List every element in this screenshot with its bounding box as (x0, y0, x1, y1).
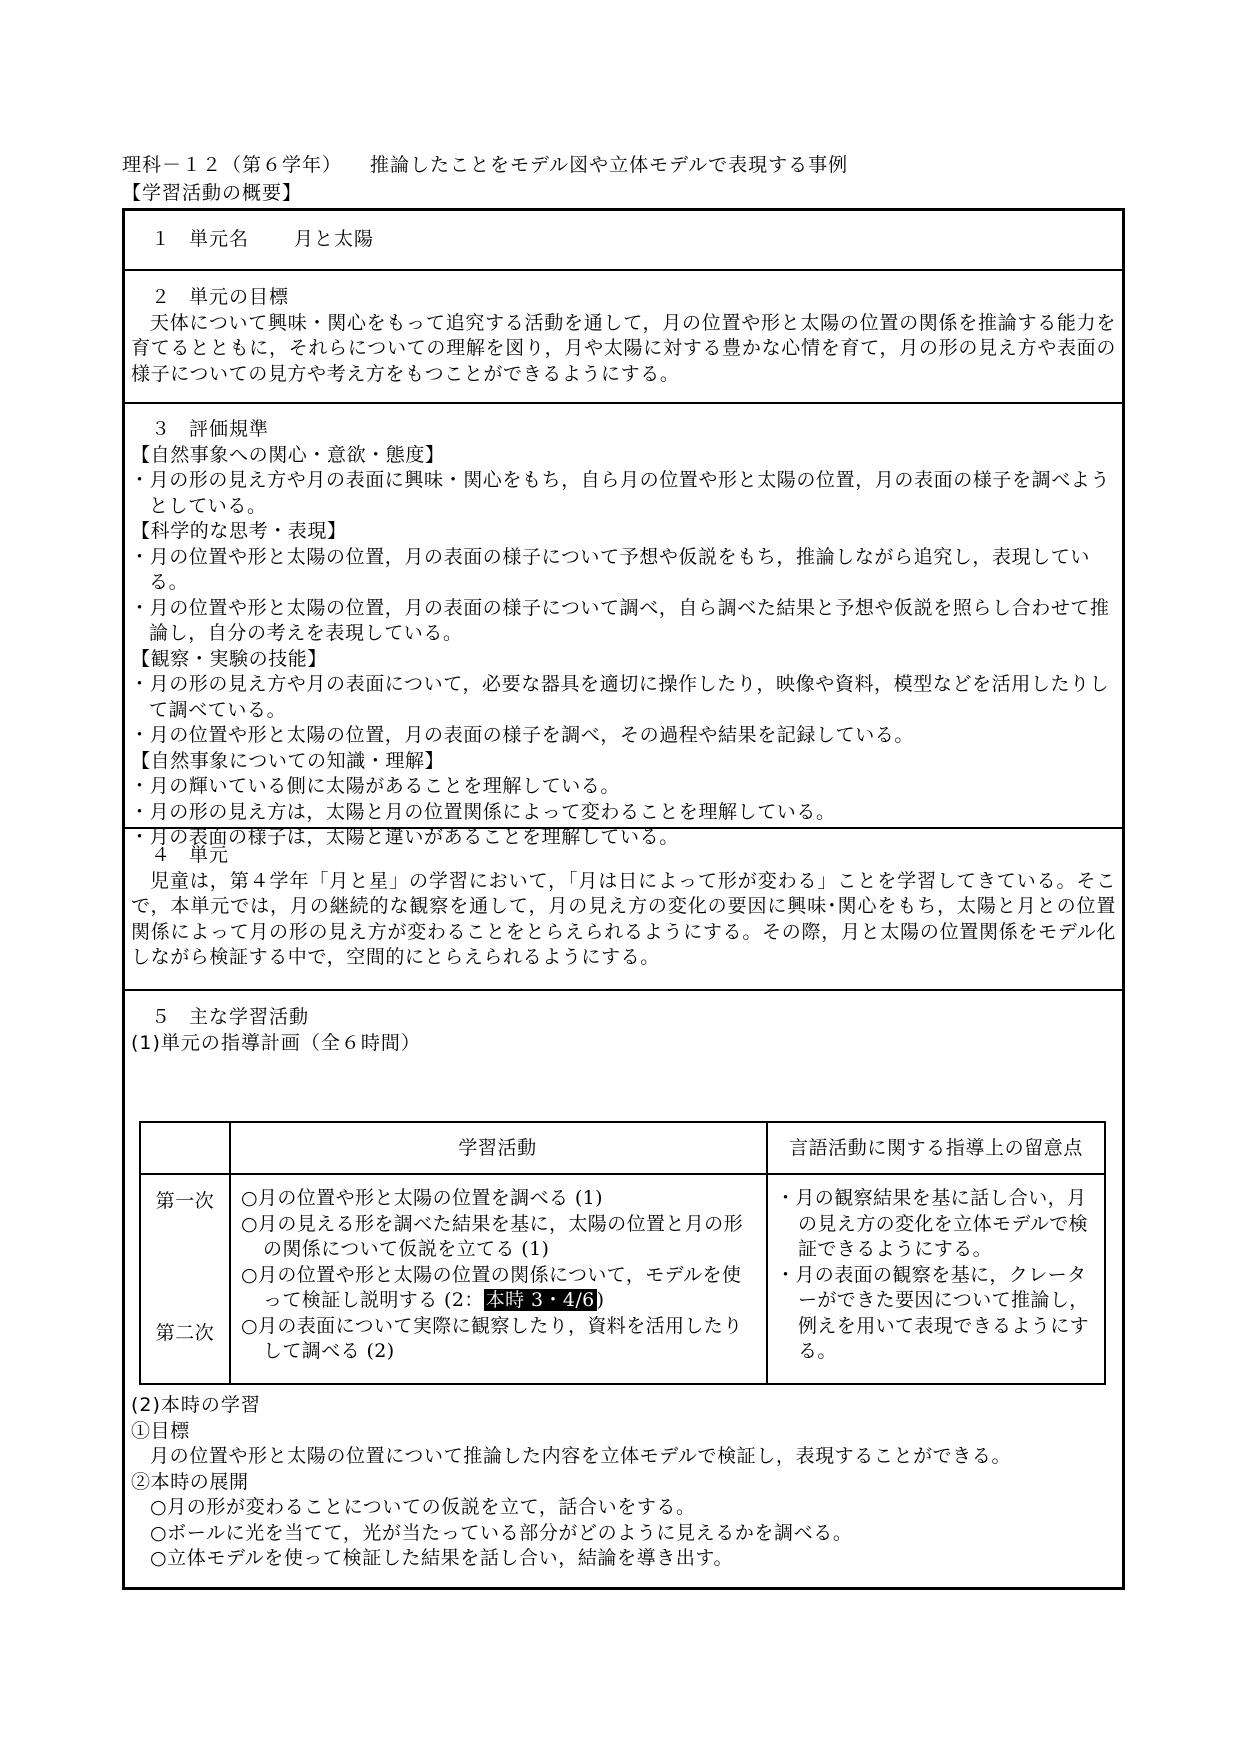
criteria-item: ・月の輝いている側に太陽があることを理解している。 (130, 775, 621, 797)
flow-item: ○月の形が変わることについての仮説を立て，話合いをする。 (150, 1496, 696, 1518)
phase-1-label: 第一次 (155, 1190, 215, 1212)
section-unit-name (125, 211, 1122, 271)
goal-text: 月の位置や形と太陽の位置について推論した内容を立体モデルで検証し，表現することができる。 (150, 1445, 1012, 1467)
plan-table (139, 1121, 1106, 1385)
criteria-item: ・月の位置や形と太陽の位置，月の表面の様子について予想や仮説をもち，推論しながら追究し，表現している。 (130, 545, 1091, 593)
lesson-section (125, 1393, 1122, 1572)
criteria-category-interest: 【自然事象への関心・意欲・態度】 (131, 443, 445, 466)
document-subject-id: 理科－１２（第６学年） (122, 154, 343, 176)
section-evaluation-criteria (125, 404, 1122, 848)
activity-item: ○月の見える形を調べた結果を基に，太陽の位置と月の形の関係について仮説を立てる (1) (241, 1212, 743, 1260)
criteria-category-knowledge: 【自然事象についての知識・理解】 (131, 749, 445, 772)
plan-title: (1)単元の指導計画（全６時間） (131, 1031, 421, 1054)
notes-list (776, 1186, 1098, 1365)
document-title (122, 150, 848, 177)
flow-item: ○ボールに光を当てて，光が当たっている部分がどのように見えるかを調べる。 (150, 1521, 853, 1544)
criteria-item: ・月の形の見え方や月の表面に興味・関心をもち，自ら月の位置や形と太陽の位置，月の表面の様子を調べようとしている。 (130, 469, 1111, 517)
activity-list (241, 1186, 751, 1365)
activity-item: ○月の位置や形と太陽の位置を調べる (1) (241, 1187, 603, 1209)
overview-box (122, 208, 1125, 1590)
section-unit-goal (125, 271, 1122, 404)
section-4-heading: ４ 単元 (151, 844, 230, 866)
criteria-item: ・月の形の見え方や月の表面について，必要な器具を適切に操作したり，映像や資料，模型などを活用したりして調べている。 (130, 673, 1110, 721)
overview-heading: 【学習活動の概要】 (122, 182, 303, 204)
section-2-heading: ２ 単元の目標 (151, 286, 290, 308)
unit-name-value: 月と太陽 (294, 228, 375, 250)
criteria-category-skills: 【観察・実験の技能】 (131, 647, 328, 670)
activity-item: ○月の位置や形と太陽の位置の関係について，モデルを使って検証し説明する (2： 本時 3・4/6 ) (241, 1263, 742, 1311)
header-notes: 言語活動に関する指導上の留意点 (788, 1137, 1083, 1159)
header-activity: 学習活動 (458, 1137, 537, 1159)
note-item: ・月の観察結果を基に話し合い，月の見え方の変化を立体モデルで検証できるようにする。 (776, 1187, 1089, 1260)
lesson-title: (2)本時の学習 (131, 1394, 261, 1416)
goal-label: ①目標 (131, 1419, 190, 1442)
current-lesson-highlight: 本時 3・4/6 (485, 1289, 595, 1311)
section-1-heading (125, 211, 1122, 253)
criteria-item: ・月の形の見え方は，太陽と月の位置関係によって変わることを理解している。 (130, 800, 836, 823)
criteria-item: ・月の位置や形と太陽の位置，月の表面の様子を調べ，その過程や結果を記録している。 (130, 724, 915, 746)
section-main-activities (125, 991, 1122, 1587)
flow-label: ②本時の展開 (131, 1470, 249, 1493)
unit-goal-text: 天体について興味・関心をもって追究する活動を通して，月の位置や形と太陽の位置の関係を推論する能力を育てるとともに，それらについての理解を図り，月や太陽に対する豊かな心情を育て，月の形の見え方や表面の様子についての見方や考え方をもつことができるようにする。 (131, 311, 1116, 385)
unit-description-text: 児童は，第４学年「月と星」の学習において，「月は日によって形が変わる」ことを学習してきている。そこで，本単元では，月の継続的な観察を通して，月の見え方の変化の要因に興味･関心をもち，太陽と月との位置関係によって月の形の見え方が変わることをとらえられるようにする。その際，月と太陽の位置関係をモデル化しながら検証する中で，空間的にとらえられるようにする。 (131, 869, 1116, 968)
criteria-item: ・月の位置や形と太陽の位置，月の表面の様子について調べ，自ら調べた結果と予想や仮説を照らし合わせて推論し，自分の考えを表現している。 (130, 596, 1110, 644)
flow-item: ○立体モデルを使って検証した結果を話し合い，結論を導き出す。 (150, 1547, 734, 1569)
activity-item: ○月の表面について実際に観察したり，資料を活用したりして調べる (2) (241, 1314, 743, 1362)
document-title-text: 推論したことをモデル図や立体モデルで表現する事例 (370, 154, 849, 176)
criteria-category-thinking: 【科学的な思考・表現】 (131, 520, 347, 542)
section-1-number: １ (151, 228, 172, 250)
criteria-item: ・月の表面の様子は，太陽と違いがあることを理解している。 (130, 826, 679, 848)
section-3-heading: ３ 評価規準 (151, 418, 270, 440)
section-unit (125, 829, 1122, 991)
note-item: ・月の表面の観察を基に，クレーターができた要因について推論し，例えを用いて表現できるようにする。 (776, 1263, 1090, 1362)
phase-2-label: 第二次 (155, 1322, 215, 1344)
section-1-label: 単元名 (189, 228, 250, 250)
section-5-heading: ５ 主な学習活動 (151, 1006, 310, 1028)
